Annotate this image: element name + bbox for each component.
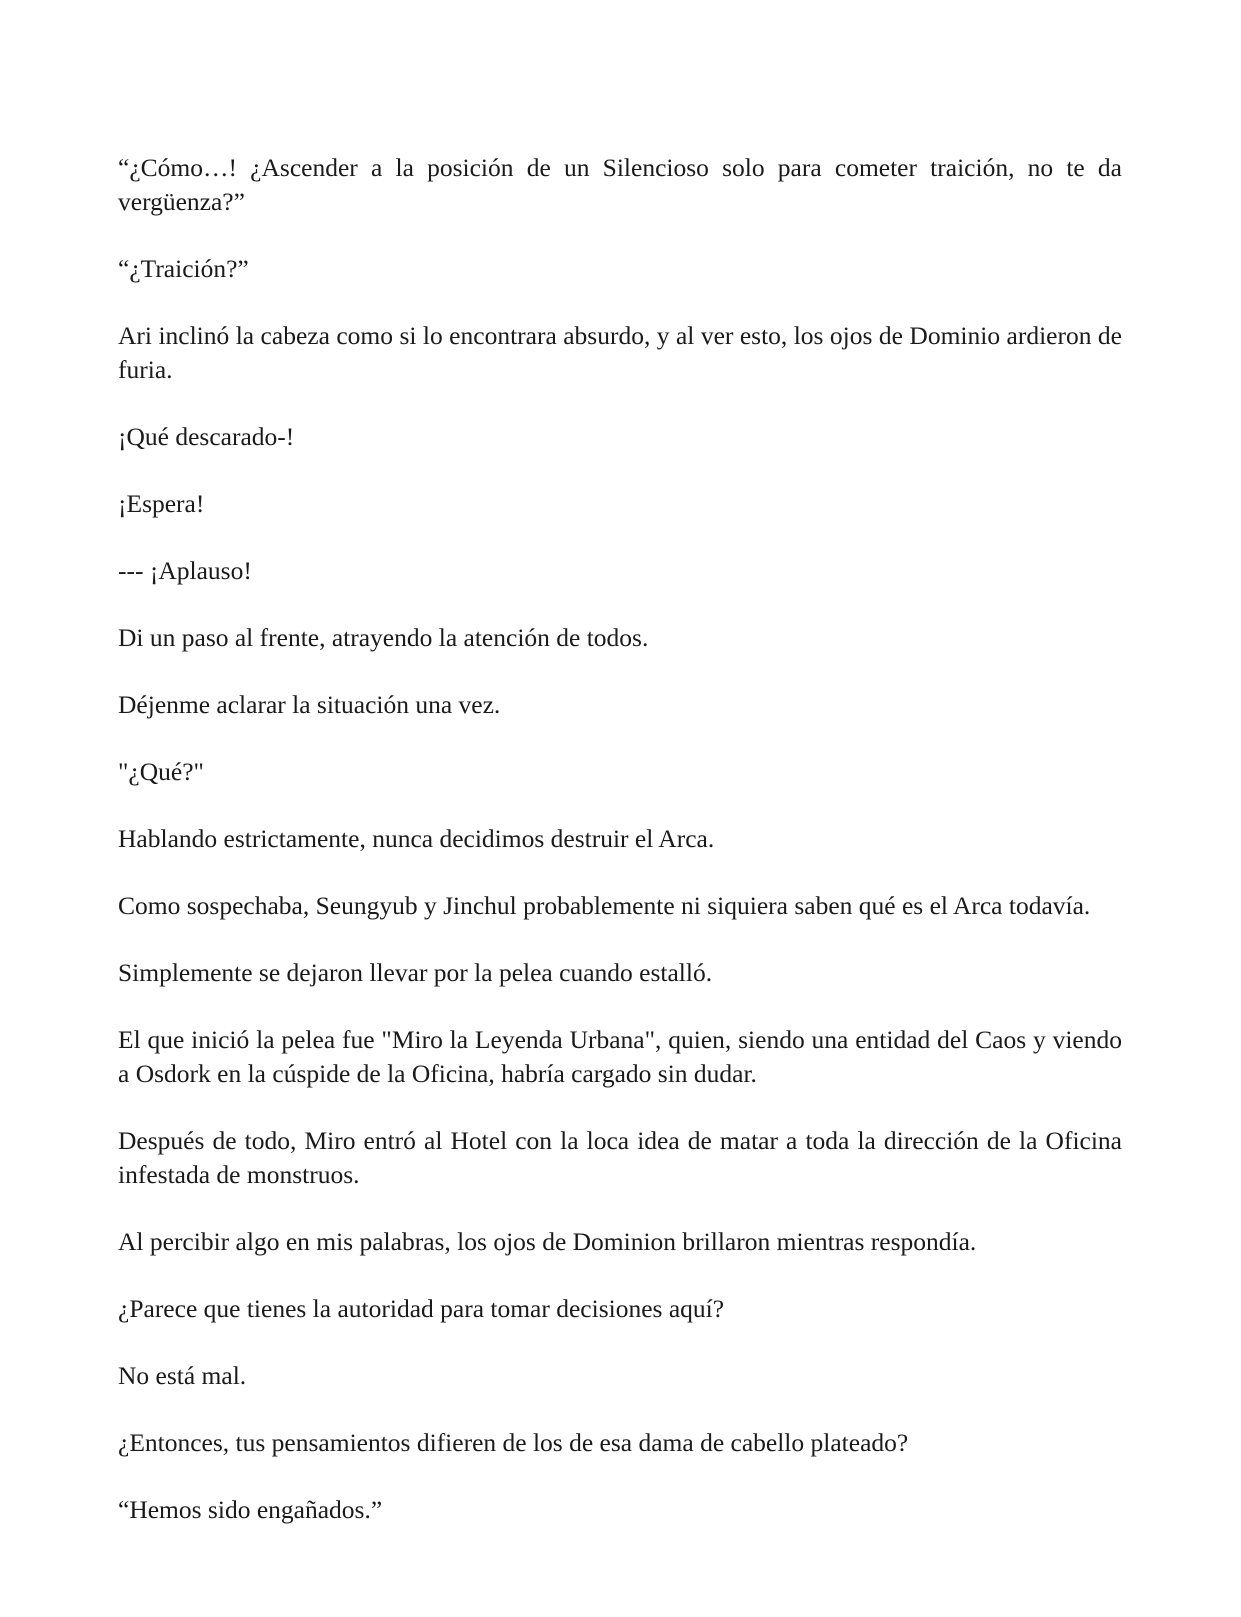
- paragraph: Al percibir algo en mis palabras, los ojos de Dominion brillaron mientras respondía.: [118, 1227, 977, 1256]
- paragraph: Hablando estrictamente, nunca decidimos destruir el Arca.: [118, 824, 715, 853]
- paragraph: ¡Espera!: [118, 489, 205, 518]
- paragraph: Como sospechaba, Seungyub y Jinchul probablemente ni siquiera saben qué es el Arca todavía.: [118, 891, 1091, 920]
- paragraph: Déjenme aclarar la situación una vez.: [118, 690, 501, 719]
- paragraph: No está mal.: [118, 1361, 247, 1390]
- paragraph: --- ¡Aplauso!: [118, 556, 252, 585]
- paragraph: ¡Qué descarado-!: [118, 422, 295, 451]
- paragraph: “¿Traición?”: [118, 254, 249, 283]
- paragraph: Di un paso al frente, atrayendo la atención de todos.: [118, 623, 649, 652]
- paragraph: “¿Cómo…! ¿Ascender a la posición de un Silencioso solo para cometer traición, no te da vergüenza?”: [118, 153, 1122, 216]
- paragraph: Después de todo, Miro entró al Hotel con la loca idea de matar a toda la dirección de la Oficina infestada de monstruos.: [118, 1126, 1122, 1189]
- paragraph: ¿Parece que tienes la autoridad para tomar decisiones aquí?: [118, 1294, 725, 1323]
- paragraph: Simplemente se dejaron llevar por la pelea cuando estalló.: [118, 958, 713, 987]
- paragraph: "¿Qué?": [118, 757, 204, 786]
- paragraph: Ari inclinó la cabeza como si lo encontrara absurdo, y al ver esto, los ojos de Dominio ardieron de furia.: [118, 321, 1122, 384]
- paragraph: “Hemos sido engañados.”: [118, 1495, 383, 1524]
- paragraph: ¿Entonces, tus pensamientos difieren de los de esa dama de cabello plateado?: [118, 1428, 909, 1457]
- paragraph: El que inició la pelea fue "Miro la Leyenda Urbana", quien, siendo una entidad del Caos y viendo a Osdork en la cúspide de la Oficina, habría cargado sin dudar.: [118, 1025, 1122, 1088]
- document-body: [118, 151, 1122, 1560]
